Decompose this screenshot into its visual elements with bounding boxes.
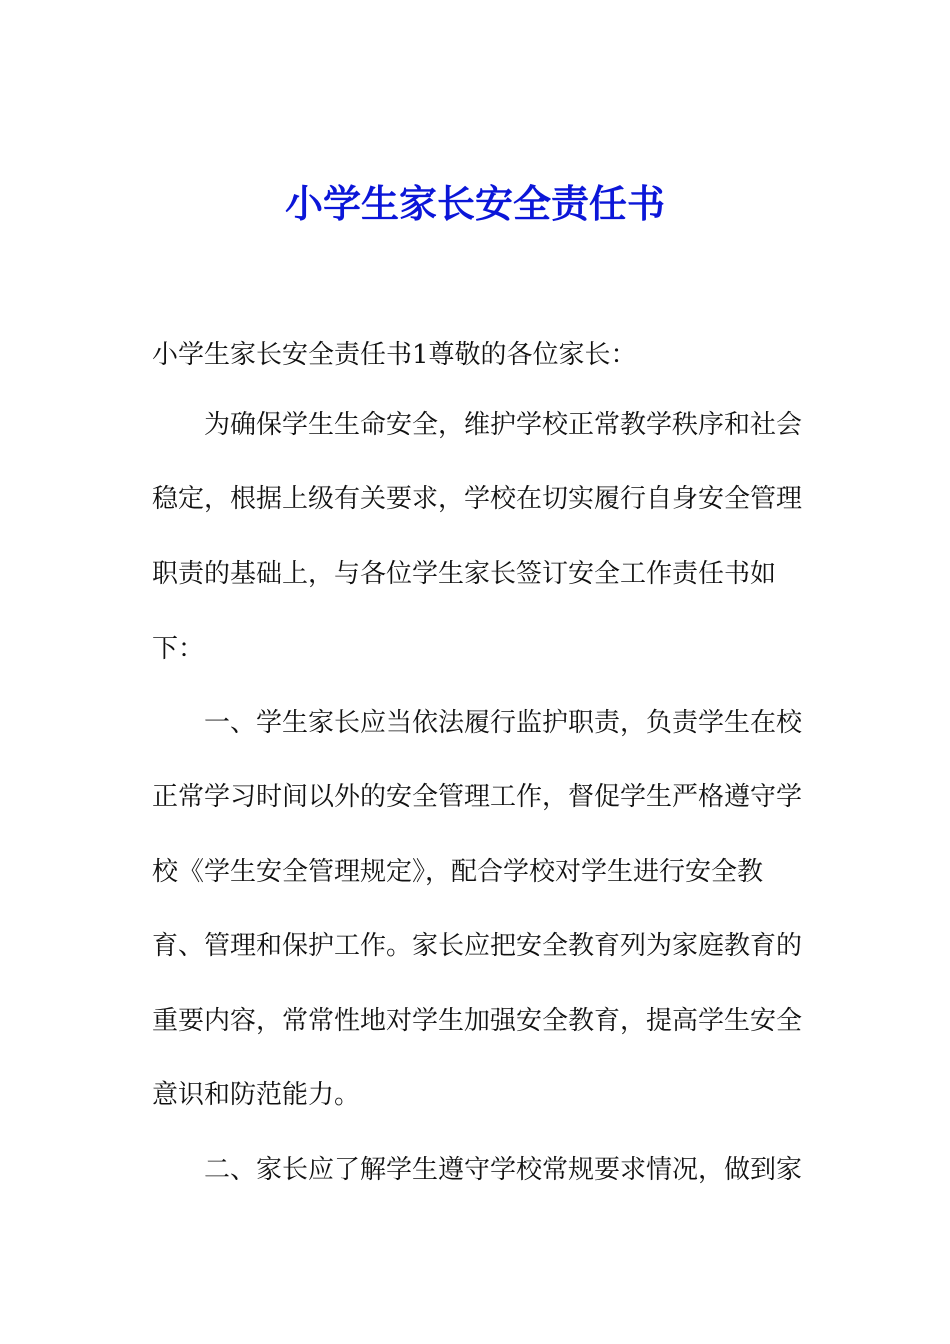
paragraph-two-line: 二、家长应了解学生遵守学校常规要求情况，做到家 — [204, 1155, 803, 1185]
paragraph-one-line: 意识和防范能力。 — [152, 1080, 361, 1110]
paragraph-one-line: 正常学习时间以外的安全管理工作，督促学生严格遵守学 — [152, 782, 803, 812]
paragraph-one-line: 校《学生安全管理规定》，配合学校对学生进行安全教 — [152, 857, 764, 887]
paragraph-intro-line: 下： — [152, 634, 205, 664]
paragraph-one-line: 重要内容，常常性地对学生加强安全教育，提高学生安全 — [152, 1006, 803, 1036]
paragraph-intro-line: 为确保学生生命安全，维护学校正常教学秩序和社会 — [204, 410, 803, 440]
greeting-line: 小学生家长安全责任书1尊敬的各位家长： — [152, 340, 637, 370]
paragraph-intro-line: 稳定，根据上级有关要求，学校在切实履行自身安全管理 — [152, 484, 803, 514]
paragraph-one-line: 育、管理和保护工作。家长应把安全教育列为家庭教育的 — [152, 931, 803, 961]
document-title: 小学生家长安全责任书 — [284, 181, 665, 226]
paragraph-one-line: 一、学生家长应当依法履行监护职责，负责学生在校 — [204, 708, 803, 738]
paragraph-intro-line: 职责的基础上，与各位学生家长签订安全工作责任书如 — [152, 559, 777, 589]
